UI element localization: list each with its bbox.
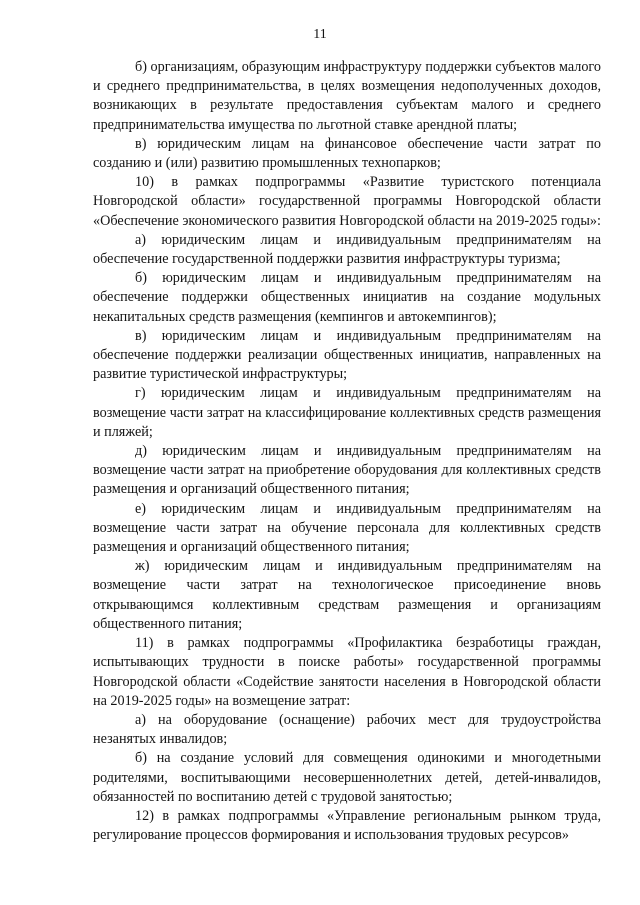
paragraph-d-equipment: д) юридическим лицам и индивидуальным предпринимателям на возмещение части затрат на приобретение оборудования для коллективных средств размещения и организаций общественного питания; [93,443,601,498]
paragraph-g-classification: г) юридическим лицам и индивидуальным предпринимателям на возмещение части затрат на классифицирование коллективных средств размещения и пляжей; [93,385,601,440]
paragraph-b-parents-employment: б) на создание условий для совмещения одинокими и многодетными родителями, воспитывающими несовершеннолетних детей, детей-инвалидов, обязанностей по воспитанию детей с трудовой занятостью; [93,750,601,805]
paragraph-v-public-initiatives: в) юридическим лицам и индивидуальным предпринимателям на обеспечение поддержки реализации общественных инициатив, направленных на развитие туристической инфраструктуры; [93,327,601,383]
paragraph-a-disabled-workplaces: а) на оборудование (оснащение) рабочих мест для трудоустройства незанятых инвалидов; [93,711,601,748]
paragraph-e-staff-training: е) юридическим лицам и индивидуальным предпринимателям на возмещение части затрат на обучение персонала для коллективных средств размещения и организаций общественного питания; [93,500,601,556]
paragraph-12-labor-market-subprogram: 12) в рамках подпрограммы «Управление региональным рынком труда, регулирование процессов формирования и использования трудовых ресурсов» [93,807,601,844]
paragraph-b-modular-accommodation: б) юридическим лицам и индивидуальным предпринимателям на обеспечение поддержки общественных инициатив на создание модульных некапитальных средств размещения (кемпингов и автокемпингов); [93,270,601,325]
paragraph-zh-technological-connection: ж) юридическим лицам и индивидуальным предпринимателям на возмещение части затрат на технологическое присоединение вновь открывающимся коллективным средствам размещения и организациям общественного питания; [93,558,601,632]
document-body [93,58,601,845]
paragraph-10-tourism-subprogram: 10) в рамках подпрограммы «Развитие туристского потенциала Новгородской области» государственной программы Новгородской области «Обеспечение экономического развития Новгородской области на 2019-2025 годы»: [93,174,601,229]
paragraph-a-tourism-infrastructure: а) юридическим лицам и индивидуальным предпринимателям на обеспечение государственной поддержки развития инфраструктуры туризма; [93,231,601,268]
paragraph-v-technoparks: в) юридическим лицам на финансовое обеспечение части затрат по созданию и (или) развитию промышленных технопарков; [93,135,601,172]
paragraph-b-infrastructure-organizations: б) организациям, образующим инфраструктуру поддержки субъектов малого и среднего предпринимательства, в целях возмещения недополученных доходов, возникающих в результате предоставления субъектам малого и среднего предпринимательства имущества по льготной ставке арендной платы; [93,59,601,133]
page-number: 11 [313,27,327,42]
paragraph-11-unemployment-subprogram: 11) в рамках подпрограммы «Профилактика безработицы граждан, испытывающих трудности в поиске работы» государственной программы Новгородской области «Содействие занятости населения в Новгородской области на 2019-2025 годы» на возмещение затрат: [93,635,601,709]
